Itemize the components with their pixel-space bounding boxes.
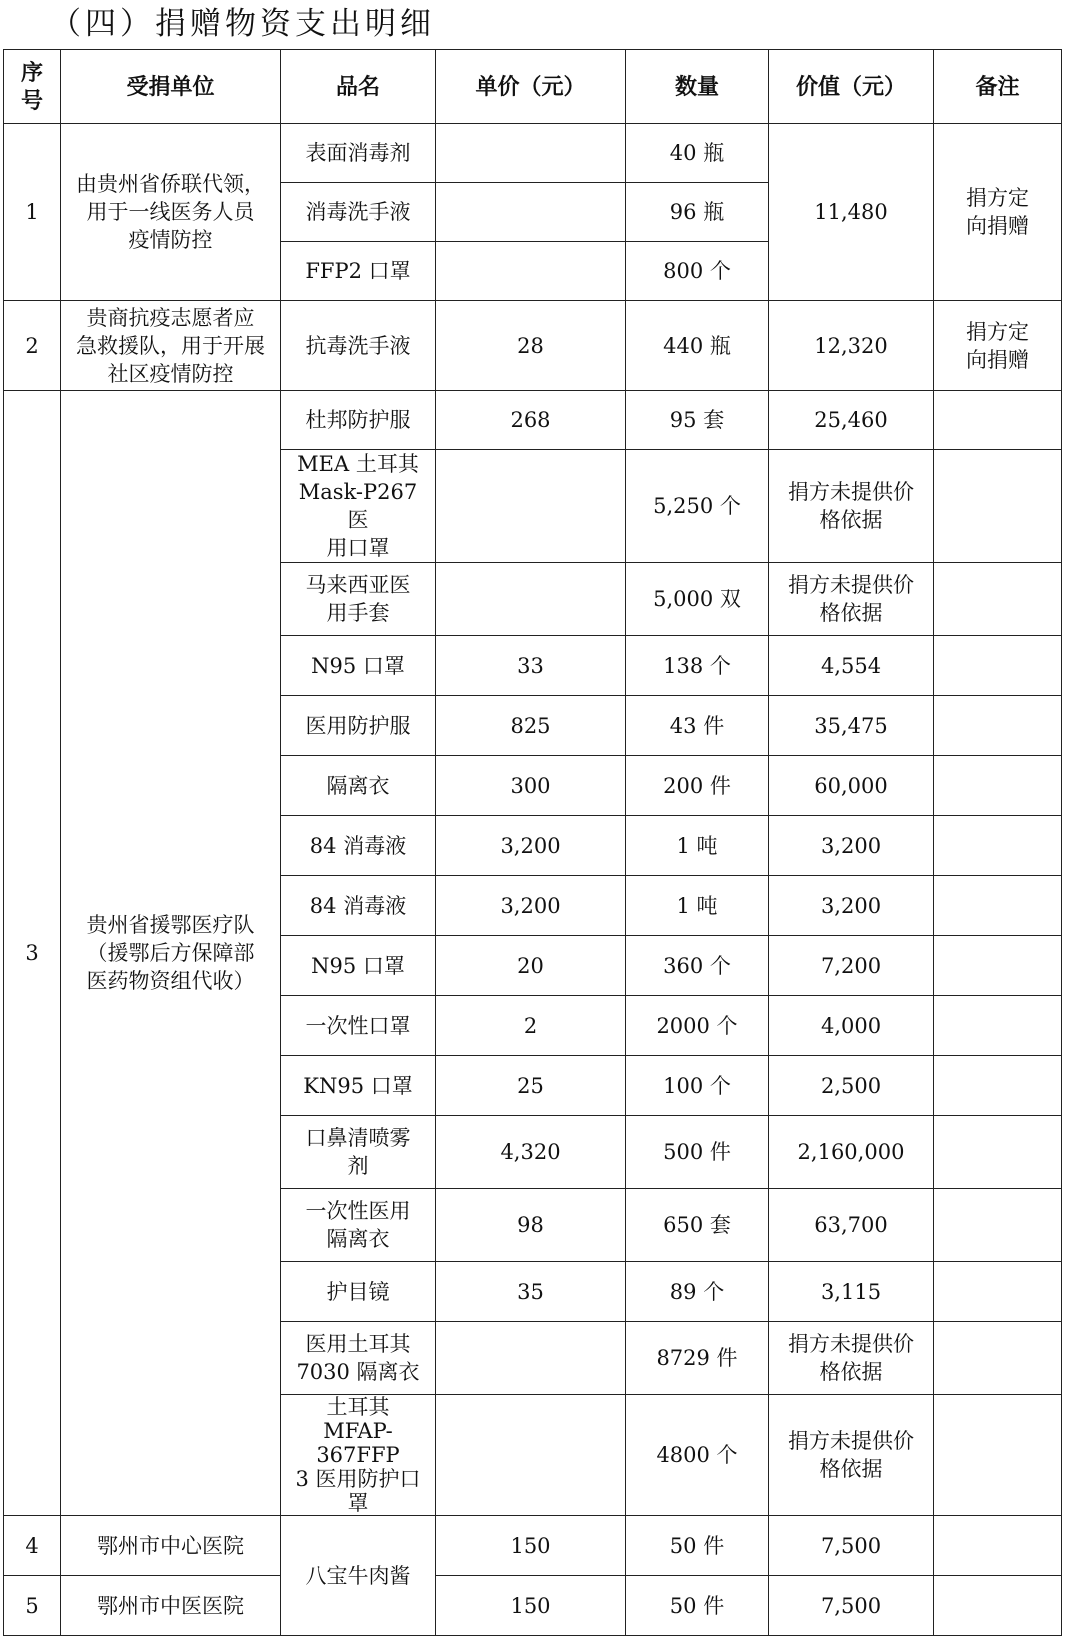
unit-price-cell: 35 xyxy=(436,1262,626,1322)
item-name-cell: 杜邦防护服 xyxy=(281,391,436,450)
item-name-cell: 隔离衣 xyxy=(281,756,436,816)
header-value: 价值（元） xyxy=(769,50,934,124)
unit-price-cell: 825 xyxy=(436,696,626,756)
value-cell: 11,480 xyxy=(769,124,934,301)
quantity-cell: 43 件 xyxy=(626,696,769,756)
row-no: 1 xyxy=(4,124,61,301)
value-cell: 35,475 xyxy=(769,696,934,756)
value-cell: 2,500 xyxy=(769,1056,934,1116)
note-cell xyxy=(934,1576,1062,1636)
quantity-cell: 40 瓶 xyxy=(626,124,769,183)
header-quantity: 数量 xyxy=(626,50,769,124)
quantity-cell: 5,250 个 xyxy=(626,450,769,563)
row-no: 5 xyxy=(4,1576,61,1636)
value-cell: 捐方未提供价 格依据 xyxy=(769,1322,934,1395)
quantity-cell: 200 件 xyxy=(626,756,769,816)
unit-price-cell: 28 xyxy=(436,301,626,391)
row-no: 2 xyxy=(4,301,61,391)
unit-price-cell: 300 xyxy=(436,756,626,816)
table-row xyxy=(4,301,1062,391)
value-cell: 4,000 xyxy=(769,996,934,1056)
unit-price-cell xyxy=(436,1322,626,1395)
value-cell: 4,554 xyxy=(769,636,934,696)
quantity-cell: 95 套 xyxy=(626,391,769,450)
recipient-cell: 贵州省援鄂医疗队 （援鄂后方保障部 医药物资组代收） xyxy=(61,391,281,1516)
header-recipient: 受捐单位 xyxy=(61,50,281,124)
item-name-cell: MEA 土耳其 Mask-P267 医 用口罩 xyxy=(281,450,436,563)
quantity-cell: 96 瓶 xyxy=(626,183,769,242)
unit-price-cell: 4,320 xyxy=(436,1116,626,1189)
item-name-cell: 医用防护服 xyxy=(281,696,436,756)
unit-price-cell: 2 xyxy=(436,996,626,1056)
item-name-cell: 消毒洗手液 xyxy=(281,183,436,242)
note-cell xyxy=(934,1262,1062,1322)
quantity-cell: 138 个 xyxy=(626,636,769,696)
unit-price-cell: 20 xyxy=(436,936,626,996)
unit-price-cell: 3,200 xyxy=(436,876,626,936)
unit-price-cell xyxy=(436,124,626,183)
quantity-cell: 100 个 xyxy=(626,1056,769,1116)
unit-price-cell xyxy=(436,1395,626,1516)
unit-price-cell: 98 xyxy=(436,1189,626,1262)
table-row xyxy=(4,1576,1062,1636)
value-cell: 3,200 xyxy=(769,876,934,936)
unit-price-cell: 33 xyxy=(436,636,626,696)
quantity-cell: 5,000 双 xyxy=(626,563,769,636)
note-cell: 捐方定 向捐赠 xyxy=(934,124,1062,301)
unit-price-cell: 3,200 xyxy=(436,816,626,876)
donation-table xyxy=(3,49,1062,1636)
value-cell: 63,700 xyxy=(769,1189,934,1262)
value-cell: 捐方未提供价 格依据 xyxy=(769,450,934,563)
note-cell xyxy=(934,1395,1062,1516)
quantity-cell: 800 个 xyxy=(626,242,769,301)
item-name-cell: 一次性医用 隔离衣 xyxy=(281,1189,436,1262)
note-cell xyxy=(934,563,1062,636)
table-row xyxy=(4,124,1062,183)
quantity-cell: 89 个 xyxy=(626,1262,769,1322)
quantity-cell: 50 件 xyxy=(626,1576,769,1636)
recipient-cell: 鄂州市中心医院 xyxy=(61,1516,281,1576)
value-cell: 3,115 xyxy=(769,1262,934,1322)
quantity-cell: 2000 个 xyxy=(626,996,769,1056)
value-cell: 60,000 xyxy=(769,756,934,816)
value-cell: 7,500 xyxy=(769,1516,934,1576)
unit-price-cell xyxy=(436,563,626,636)
header-item-name: 品名 xyxy=(281,50,436,124)
unit-price-cell: 268 xyxy=(436,391,626,450)
item-name-cell: 医用土耳其 7030 隔离衣 xyxy=(281,1322,436,1395)
value-cell: 25,460 xyxy=(769,391,934,450)
unit-price-cell xyxy=(436,183,626,242)
note-cell xyxy=(934,391,1062,450)
item-name-cell: KN95 口罩 xyxy=(281,1056,436,1116)
row-no: 4 xyxy=(4,1516,61,1576)
note-cell xyxy=(934,936,1062,996)
header-unit-price: 单价（元） xyxy=(436,50,626,124)
table-row xyxy=(4,391,1062,450)
unit-price-cell xyxy=(436,450,626,563)
table-row xyxy=(4,1516,1062,1576)
recipient-cell: 鄂州市中医医院 xyxy=(61,1576,281,1636)
note-cell xyxy=(934,1116,1062,1189)
note-cell xyxy=(934,996,1062,1056)
item-name-cell: 马来西亚医 用手套 xyxy=(281,563,436,636)
unit-price-cell: 150 xyxy=(436,1576,626,1636)
note-cell: 捐方定 向捐赠 xyxy=(934,301,1062,391)
quantity-cell: 440 瓶 xyxy=(626,301,769,391)
note-cell xyxy=(934,756,1062,816)
item-name-cell: 一次性口罩 xyxy=(281,996,436,1056)
value-cell: 7,200 xyxy=(769,936,934,996)
quantity-cell: 1 吨 xyxy=(626,816,769,876)
note-cell xyxy=(934,1189,1062,1262)
note-cell xyxy=(934,1056,1062,1116)
item-name-cell: 84 消毒液 xyxy=(281,876,436,936)
value-cell: 2,160,000 xyxy=(769,1116,934,1189)
unit-price-cell: 150 xyxy=(436,1516,626,1576)
item-name-cell: 八宝牛肉酱 xyxy=(281,1516,436,1636)
quantity-cell: 4800 个 xyxy=(626,1395,769,1516)
header-note: 备注 xyxy=(934,50,1062,124)
note-cell xyxy=(934,816,1062,876)
recipient-cell: 贵商抗疫志愿者应 急救援队，用于开展 社区疫情防控 xyxy=(61,301,281,391)
section-title: （四）捐赠物资支出明细 xyxy=(50,6,435,42)
header-no: 序 号 xyxy=(4,50,61,124)
unit-price-cell xyxy=(436,242,626,301)
item-name-cell: N95 口罩 xyxy=(281,636,436,696)
note-cell xyxy=(934,636,1062,696)
value-cell: 3,200 xyxy=(769,816,934,876)
note-cell xyxy=(934,696,1062,756)
row-no: 3 xyxy=(4,391,61,1516)
note-cell xyxy=(934,1516,1062,1576)
note-cell xyxy=(934,450,1062,563)
value-cell: 12,320 xyxy=(769,301,934,391)
item-name-cell: 护目镜 xyxy=(281,1262,436,1322)
quantity-cell: 1 吨 xyxy=(626,876,769,936)
item-name-cell: 抗毒洗手液 xyxy=(281,301,436,391)
quantity-cell: 360 个 xyxy=(626,936,769,996)
item-name-cell: 口鼻清喷雾 剂 xyxy=(281,1116,436,1189)
item-name-cell: N95 口罩 xyxy=(281,936,436,996)
value-cell: 7,500 xyxy=(769,1576,934,1636)
item-name-cell: 表面消毒剂 xyxy=(281,124,436,183)
value-cell: 捐方未提供价 格依据 xyxy=(769,563,934,636)
quantity-cell: 650 套 xyxy=(626,1189,769,1262)
item-name-cell: 84 消毒液 xyxy=(281,816,436,876)
recipient-cell: 由贵州省侨联代领， 用于一线医务人员 疫情防控 xyxy=(61,124,281,301)
quantity-cell: 500 件 xyxy=(626,1116,769,1189)
item-name-cell: FFP2 口罩 xyxy=(281,242,436,301)
value-cell: 捐方未提供价 格依据 xyxy=(769,1395,934,1516)
note-cell xyxy=(934,876,1062,936)
unit-price-cell: 25 xyxy=(436,1056,626,1116)
quantity-cell: 50 件 xyxy=(626,1516,769,1576)
quantity-cell: 8729 件 xyxy=(626,1322,769,1395)
item-name-cell: 土耳其 MFAP-367FFP 3 医用防护口 罩 xyxy=(281,1395,436,1516)
note-cell xyxy=(934,1322,1062,1395)
header-row xyxy=(4,50,1062,124)
